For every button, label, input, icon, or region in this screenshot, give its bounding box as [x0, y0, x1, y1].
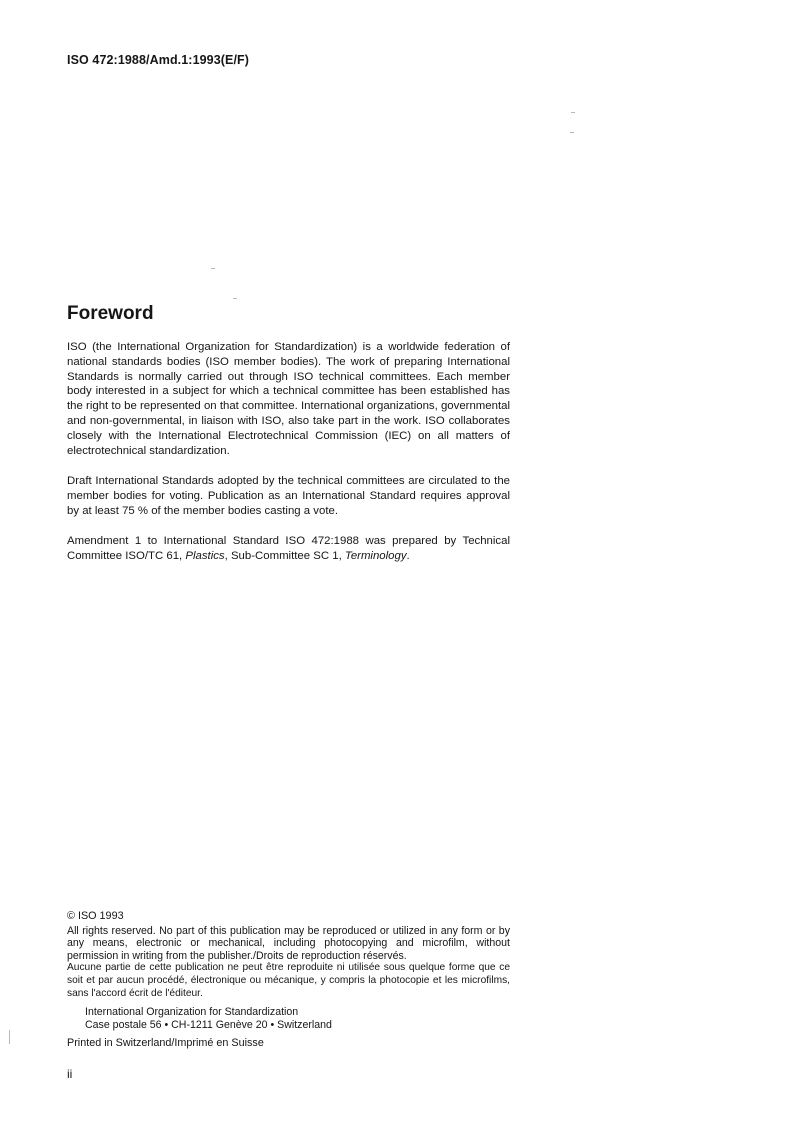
scan-speck — [233, 298, 237, 299]
copyright-notice: © ISO 1993 — [67, 910, 124, 922]
amendment-text-1: Amendment 1 to International Standard ISO 472:1988 was prepared by Technical Committee ISO/TC 61, — [67, 535, 510, 562]
rights-statement-french: Aucune partie de cette publication ne peut être reproduite ni utilisée sous quelque forme que ce soit et par aucun procédé, électronique ou mécanique, y compris la photocopie et les microfilms, sans l'accord écrit de l'éditeur. — [67, 962, 510, 999]
page-number: ii — [67, 1067, 73, 1081]
document-id-header: ISO 472:1988/Amd.1:1993(E/F) — [67, 53, 250, 67]
publisher-address — [85, 1006, 510, 1032]
publisher-postal-address: Case postale 56 • CH-1211 Genève 20 • Switzerland — [85, 1019, 332, 1032]
committee-name-plastics: Plastics — [185, 549, 225, 562]
subcommittee-name-terminology: Terminology — [344, 549, 407, 562]
scan-speck — [570, 132, 574, 133]
scan-speck — [211, 268, 215, 269]
amendment-text-3: . — [406, 549, 410, 562]
scan-speck — [9, 1030, 10, 1044]
publisher-name: International Organization for Standardization — [85, 1006, 299, 1019]
foreword-paragraph-2: Draft International Standards adopted by the technical committees are circulated to the member bodies for voting. Publication as an International Standard requires approval by at least 75 % of the member bodies casting a vote. — [67, 475, 510, 517]
rights-statement-english: All rights reserved. No part of this publication may be reproduced or utilized in any form or by any means, electronic or mechanical, including photocopying and microfilm, without permission in writing from the publisher./Droits de reproduction réservés. — [67, 924, 510, 962]
foreword-title: Foreword — [67, 303, 154, 324]
foreword-paragraph-3 — [67, 534, 510, 564]
copyright-block — [67, 910, 510, 1050]
amendment-text-2: , Sub-Committee SC 1, — [224, 549, 345, 562]
scan-speck — [571, 112, 575, 113]
printed-in-notice: Printed in Switzerland/Imprimé en Suisse — [67, 1037, 264, 1050]
foreword-paragraph-1: ISO (the International Organization for Standardization) is a worldwide federation of national standards bodies (ISO member bodies). The work of preparing International Standards is normally carried out through ISO technical committees. Each member body interested in a subject for which a technical committee has been established has the right to be represented on that committee. International organizations, governmental and non-governmental, in liaison with ISO, also take part in the work. ISO collaborates closely with the International Electrotechnical Commission (IEC) on all matters of electrotechnical standardization. — [67, 341, 510, 457]
